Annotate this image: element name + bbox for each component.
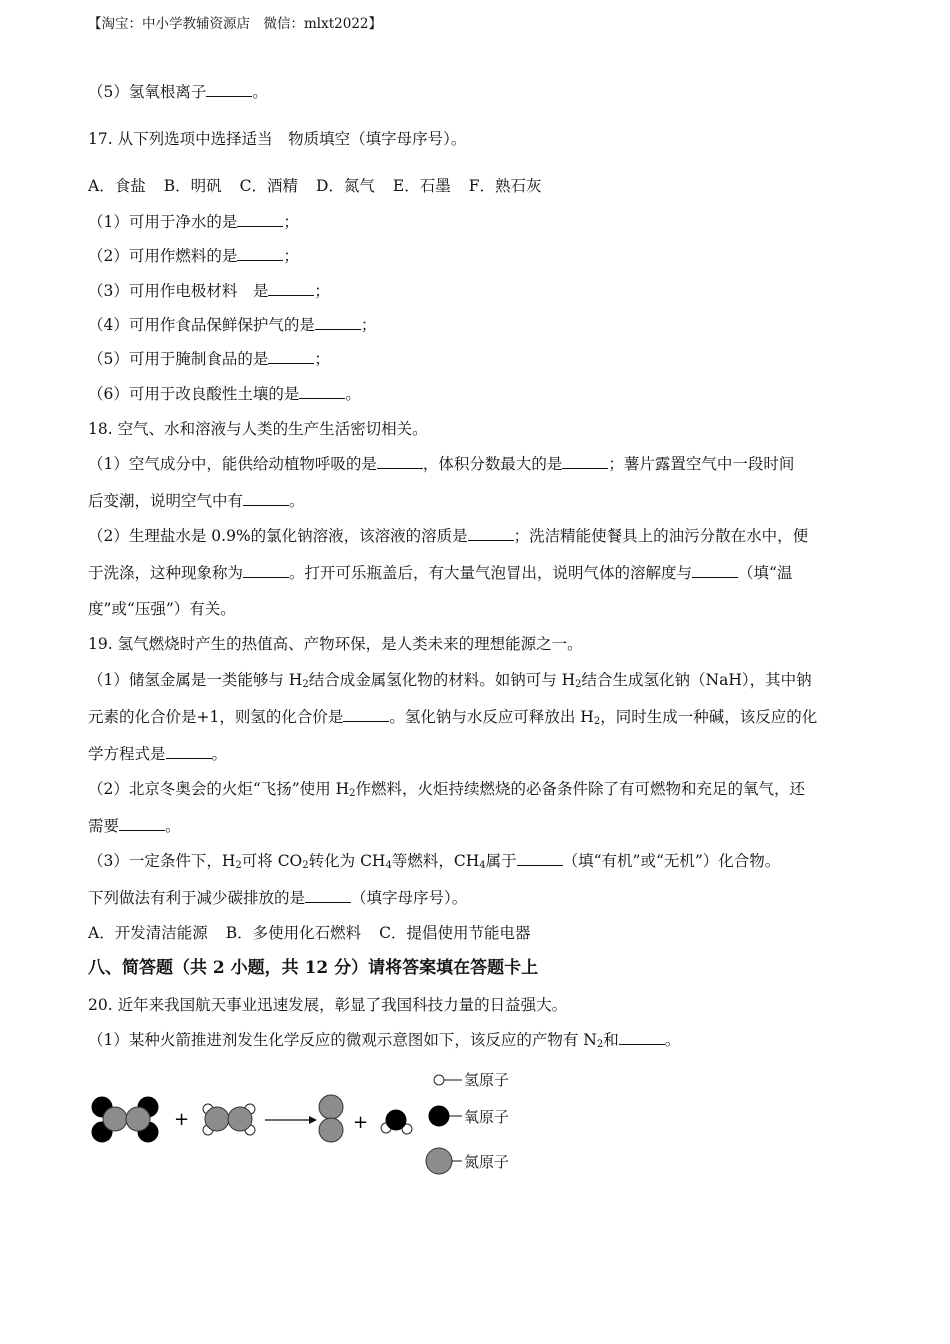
q18-part1-line1: （1）空气成分中，能供给动植物呼吸的是 ，体积分数最大的是 ；薯片露置空气中一段时间 [88,455,795,473]
q16-item-5: （5）氢氧根离子 。 [88,83,268,101]
q17-item-4: （4）可用作食品保鲜保护气的是 ； [88,316,377,334]
q18-part2-line1: （2）生理盐水是 0.9%的氯化钠溶液，该溶液的溶质是 ；洗洁精能使餐具上的油污分散在水中，便 [88,527,809,545]
answer-blank [315,315,361,330]
q19-option-a: A．开发清洁能源 [88,924,208,942]
legend-oxygen-label: 氧原子 [464,1108,510,1126]
reaction-arrow [265,1116,317,1124]
q17-item-1: （1）可用于净水的是 ； [88,213,299,231]
legend-hydrogen [434,1071,509,1089]
q19-part1-line2: 元素的化合价是+1，则氢的化合价是 。氢化钠与水反应可释放出 $H_2$，同时生成一种碱，该反应的化 [88,708,818,727]
q19-part3-line1: （3）一定条件下，$H_2$可将 $CO_2$转化为 $CH_4$等燃料，$CH_4$属于 （填“有机”或“无机”）化合物。 [88,852,781,871]
answer-blank [305,888,351,903]
q18-part1-line2: 后变潮，说明空气中有 。 [88,492,305,510]
q17-item-5: （5）可用于腌制食品的是 ； [88,350,330,368]
molecule-n2 [319,1095,343,1142]
answer-blank [268,349,314,364]
answer-blank [243,491,289,506]
answer-blank [206,82,252,97]
molecule-n2o4 [92,1097,158,1142]
q19-option-c: C．提倡使用节能电器 [379,924,531,942]
answer-blank [166,744,212,759]
legend-hydrogen-label: 氢原子 [464,1071,510,1089]
q17-option-d: D．氮气 [315,177,375,195]
nitrogen-atom [319,1095,343,1119]
q19-part2-line2: 需要 。 [88,817,181,835]
q18-title: 18. 空气、水和溶液与人类的生产生活密切相关。 [88,420,428,438]
hydrogen-atom-icon [434,1075,444,1085]
answer-blank [619,1030,665,1045]
nitrogen-atom [205,1107,229,1131]
q19-part1-line1: （1）储氢金属是一类能够与 $H_2$结合成金属氢化物的材料。如钠可与 $H_2$结合生成氢化钠（NaH），其中钠 [88,671,812,690]
q17-option-f: F．熟石灰 [468,177,542,195]
answer-blank [268,281,314,296]
plus-sign: + [174,1109,190,1130]
oxygen-atom [386,1110,406,1130]
answer-blank [692,563,738,578]
q17-option-b: B．明矾 [163,177,222,195]
nitrogen-atom [228,1107,252,1131]
answer-blank [119,816,165,831]
answer-blank [468,526,514,541]
q18-part2-line3: 度”或“压强”）有关。 [88,600,236,618]
nitrogen-atom-icon [426,1148,452,1174]
answer-blank [237,212,283,227]
q19-part3-line2: 下列做法有利于减少碳排放的是 （填字母序号）。 [88,889,468,907]
legend-oxygen [429,1106,509,1126]
legend-nitrogen [426,1148,509,1174]
legend [426,1071,509,1174]
plus-sign: + [353,1112,369,1133]
reaction-micro-diagram [85,1062,535,1187]
q19-title: 19. 氢气燃烧时产生的热值高、产物环保，是人类未来的理想能源之一。 [88,635,583,653]
q20-title: 20. 近年来我国航天事业迅速发展，彰显了我国科技力量的日益强大。 [88,996,568,1014]
oxygen-atom-icon [429,1106,449,1126]
q17-title: 17. 从下列选项中选择适当 物质填空（填字母序号）。 [88,130,467,148]
section-8-heading: 八、简答题（共 2 小题，共 12 分）请将答案填在答题卡上 [88,958,539,978]
answer-blank [517,851,563,866]
answer-blank [562,454,608,469]
q17-option-c: C．酒精 [239,177,298,195]
q17-item-3: （3）可用作电极材料 是 ； [88,282,330,300]
nitrogen-atom [126,1107,150,1131]
nitrogen-atom [319,1118,343,1142]
q17-options [88,176,560,196]
molecule-n2h4 [203,1104,255,1135]
legend-nitrogen-label: 氮原子 [464,1153,510,1171]
q20-part1: （1）某种火箭推进剂发生化学反应的微观示意图如下，该反应的产物有 $N_2$和 。 [88,1031,681,1050]
answer-blank [343,707,389,722]
q19-part1-line3: 学方程式是 。 [88,745,228,763]
answer-blank [377,454,423,469]
q17-item-6: （6）可用于改良酸性土壤的是 。 [88,385,361,403]
q18-part2-line2: 于洗涤，这种现象称为 。打开可乐瓶盖后，有大量气泡冒出，说明气体的溶解度与 （填“温 [88,564,793,582]
page-header: 【淘宝：中小学教辅资源店 微信：mlxt2022】 [88,16,383,32]
q19-option-b: B．多使用化石燃料 [225,924,362,942]
q17-option-e: E．石墨 [392,177,451,195]
q19-options [88,923,548,943]
answer-blank [299,384,345,399]
answer-blank [243,563,289,578]
nitrogen-atom [103,1107,127,1131]
q17-item-2: （2）可用作燃料的是 ； [88,247,299,265]
molecule-h2o [381,1110,412,1134]
q19-part2-line1: （2）北京冬奥会的火炬“飞扬”使用 $H_2$作燃料，火炬持续燃烧的必备条件除了有可燃物和充足的氧气，还 [88,780,806,799]
answer-blank [237,246,283,261]
q17-option-a: A．食盐 [88,177,146,195]
